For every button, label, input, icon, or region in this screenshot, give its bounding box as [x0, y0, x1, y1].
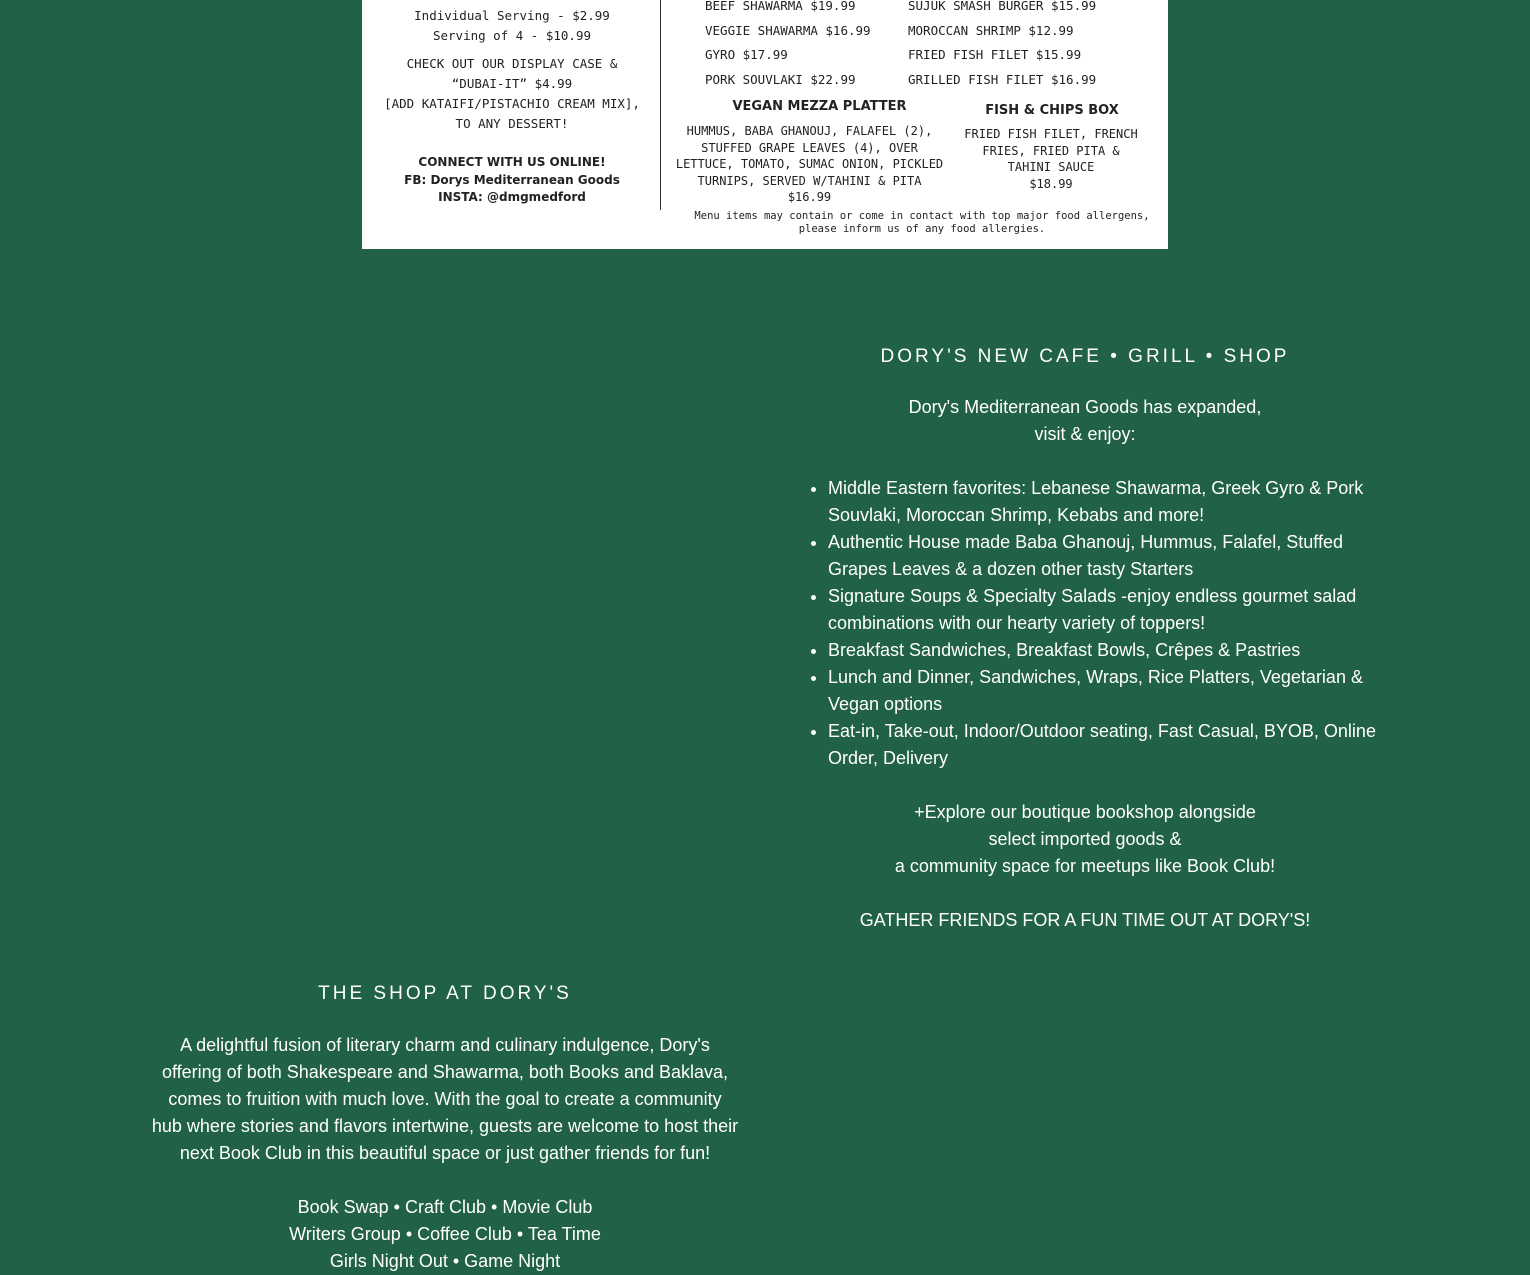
- menu-item: PORK SOUVLAKI $22.99: [705, 71, 856, 87]
- menu-display-line: TO ANY DESSERT!: [455, 116, 569, 131]
- list-item: • Authentic House made Baba Ghanouj, Hummus, Falafel, Stuffed Grapes Leaves & a dozen other tasty Starters: [828, 529, 1388, 583]
- menu-image: [362, 0, 1168, 249]
- menu-desc-line: STUFFED GRAPE LEAVES (4), OVER: [701, 140, 918, 155]
- menu-divider: [660, 0, 661, 210]
- menu-desc-line: FRIES, FRIED PITA &: [982, 143, 1120, 158]
- menu-connect-line: FB: Dorys Mediterranean Goods: [404, 172, 620, 187]
- list-item: • Middle Eastern favorites: Lebanese Shawarma, Greek Gyro & Pork Souvlaki, Moroccan Shrimp, Kebabs and more!: [828, 475, 1388, 529]
- menu-vegan-title: VEGAN MEZZA PLATTER: [732, 99, 907, 114]
- menu-serving-line: Serving of 4 - $10.99: [432, 28, 592, 43]
- menu-vegan-description: [667, 123, 952, 206]
- cafe-heading: DORY'S NEW CAFE • GRILL • SHOP: [880, 346, 1290, 367]
- shop-description-line: hub where stories and flavors intertwine, guests are welcome to host their: [151, 1116, 739, 1136]
- menu-display-line: [ADD KATAIFI/PISTACHIO CREAM MIX],: [384, 96, 640, 111]
- menu-allergen-note: [682, 210, 1162, 236]
- menu-desc-line: TAHINI SAUCE: [1007, 160, 1095, 174]
- shop-description: [140, 1032, 750, 1167]
- menu-connect-line: INSTA: @dmgmedford: [438, 190, 586, 204]
- menu-left-column: [362, 6, 662, 207]
- menu-item: GYRO $17.99: [705, 47, 788, 62]
- cafe-intro-line: Dory's Mediterranean Goods has expanded,: [908, 397, 1262, 417]
- menu-display-line: CHECK OUT OUR DISPLAY CASE &: [406, 56, 618, 71]
- shop-heading: THE SHOP AT DORY'S: [318, 983, 572, 1004]
- cafe-gather-text: GATHER FRIENDS FOR A FUN TIME OUT AT DORY'S!: [859, 910, 1311, 930]
- menu-item: GRILLED FISH FILET $16.99: [908, 71, 1097, 87]
- shop-description-line: comes to fruition with much love. With the goal to create a community: [168, 1089, 722, 1109]
- menu-fish-description: [952, 126, 1150, 192]
- menu-display-line: “DUBAI-IT” $4.99: [451, 76, 573, 91]
- menu-item: BEEF SHAWARMA $19.99: [705, 0, 856, 13]
- shop-events-line: Girls Night Out • Game Night: [329, 1251, 561, 1271]
- list-item: • Eat-in, Take-out, Indoor/Outdoor seating, Fast Casual, BYOB, Online Order, Delivery: [828, 718, 1388, 772]
- shop-events: [140, 1194, 750, 1275]
- menu-item: FRIED FISH FILET $15.99: [908, 47, 1082, 62]
- cafe-explore-line: a community space for meetups like Book Club!: [894, 856, 1276, 876]
- menu-desc-line: FRIED FISH FILET, FRENCH: [964, 127, 1138, 141]
- list-item: • Lunch and Dinner, Sandwiches, Wraps, Rice Platters, Vegetarian & Vegan options: [828, 664, 1388, 718]
- menu-fish-title: FISH & CHIPS BOX: [985, 103, 1119, 118]
- shop-description-line: offering of both Shakespeare and Shawarma, both Books and Baklava,: [161, 1062, 729, 1082]
- menu-desc-line: HUMMUS, BABA GHANOUJ, FALAFEL (2),: [686, 124, 933, 138]
- menu-note-line: Menu items may contain or come in contact with top major food allergens,: [694, 210, 1150, 222]
- cafe-intro-line: visit & enjoy:: [1034, 424, 1136, 444]
- menu-item: MOROCCAN SHRIMP $12.99: [908, 22, 1074, 38]
- menu-connect-line: CONNECT WITH US ONLINE!: [418, 155, 606, 169]
- shop-events-line: Book Swap • Craft Club • Movie Club: [297, 1197, 593, 1217]
- cafe-explore-line: select imported goods &: [988, 829, 1182, 849]
- menu-desc-line: TURNIPS, SERVED W/TAHINI & PITA: [697, 173, 922, 188]
- menu-desc-line: $16.99: [787, 190, 832, 204]
- cafe-explore: [800, 799, 1370, 880]
- list-item: • Breakfast Sandwiches, Breakfast Bowls, Crêpes & Pastries: [828, 637, 1388, 664]
- menu-item: SUJUK SMASH BURGER $15.99: [908, 0, 1097, 13]
- shop-description-line: A delightful fusion of literary charm and culinary indulgence, Dory's: [180, 1035, 710, 1055]
- cafe-intro: [800, 394, 1370, 448]
- menu-serving-line: Individual Serving - $2.99: [414, 8, 610, 23]
- menu-right-column: [908, 0, 1148, 92]
- shop-events-line: Writers Group • Coffee Club • Tea Time: [289, 1224, 601, 1244]
- list-item: • Signature Soups & Specialty Salads -enjoy endless gourmet salad combinations with our hearty variety of toppers!: [828, 583, 1388, 637]
- menu-item: VEGGIE SHAWARMA $16.99: [705, 22, 871, 38]
- menu-desc-line: $18.99: [1029, 176, 1073, 191]
- shop-description-line: next Book Club in this beautiful space or just gather friends for fun!: [179, 1143, 711, 1163]
- menu-desc-line: LETTUCE, TOMATO, SUMAC ONION, PICKLED: [675, 157, 944, 171]
- menu-note-line: please inform us of any food allergies.: [798, 223, 1046, 235]
- cafe-explore-line: +Explore our boutique bookshop alongside: [914, 802, 1256, 822]
- cafe-feature-list: [808, 475, 1388, 772]
- menu-middle-column: [705, 0, 925, 92]
